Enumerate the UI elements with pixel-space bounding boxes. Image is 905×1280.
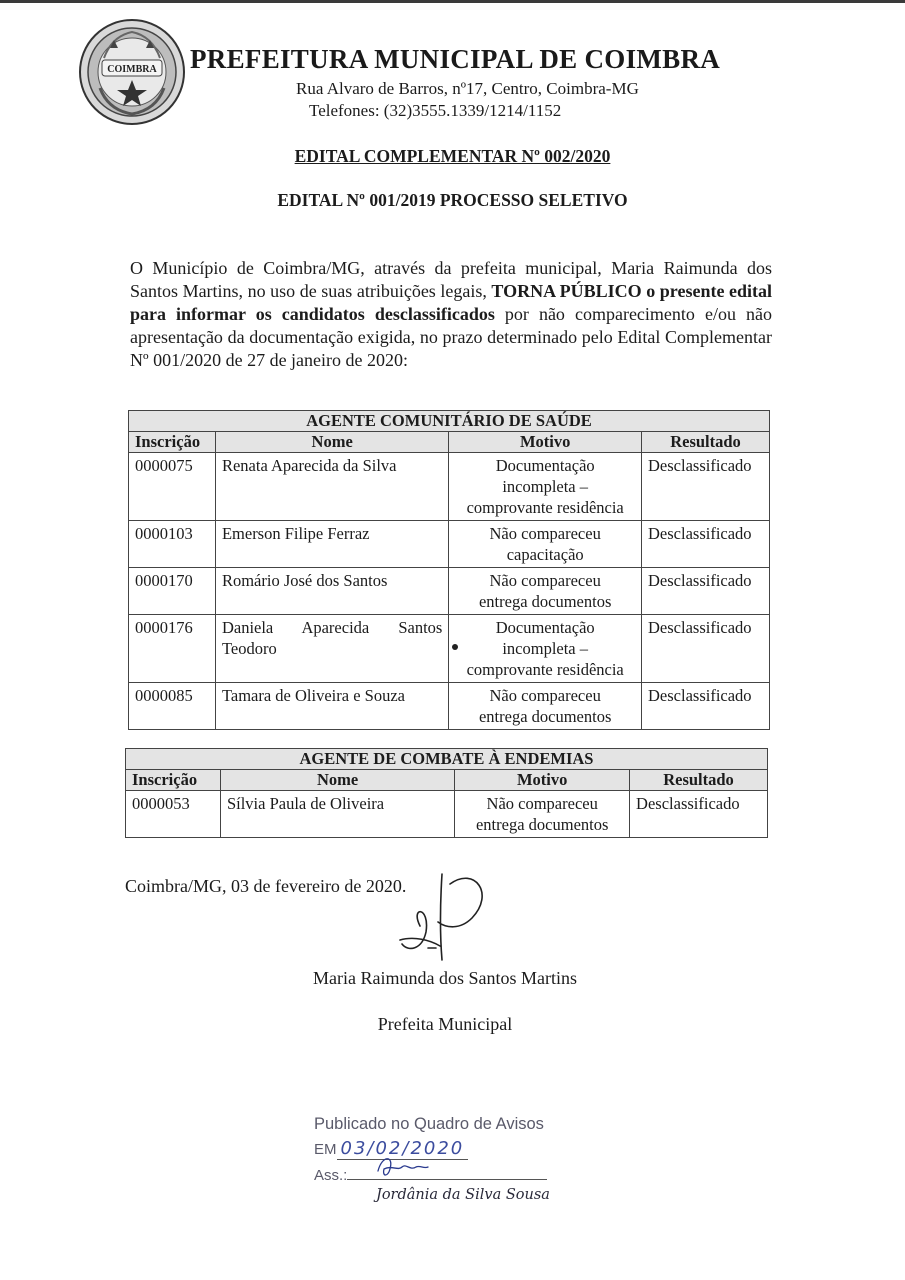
org-name: PREFEITURA MUNICIPAL DE COIMBRA (190, 44, 721, 74)
motivo-line: incompleta – (502, 477, 589, 496)
cell-inscricao: 0000053 (126, 791, 221, 838)
motivo-line: incompleta – (502, 639, 589, 658)
motivo-line: Documentação (495, 618, 595, 637)
nome-line: Teodoro (221, 639, 277, 658)
cell-resultado: Desclassificado (642, 453, 770, 521)
intro-text-bold: TORNA PÚBLICO o presente edital para informar os candidatos desclassificados (130, 281, 772, 324)
motivo-line: Não compareceu (489, 686, 601, 705)
cell-nome: Emerson Filipe Ferraz (215, 521, 448, 568)
motivo-line: entrega documentos (478, 592, 612, 611)
col-header-nome: Nome (220, 770, 454, 791)
cell-resultado: Desclassificado (642, 568, 770, 615)
stamp-em-label: EM (314, 1141, 337, 1158)
col-header-motivo: Motivo (449, 432, 642, 453)
col-header-resultado: Resultado (630, 770, 768, 791)
ink-dot-mark (452, 644, 458, 650)
col-header-motivo: Motivo (455, 770, 630, 791)
stamp-ass-label: Ass.: (314, 1167, 348, 1184)
cell-motivo (449, 521, 642, 568)
cell-resultado: Desclassificado (642, 683, 770, 730)
cell-nome: Romário José dos Santos (215, 568, 448, 615)
org-phones: Telefones: (32)3555.1339/1214/1152 (309, 101, 562, 120)
motivo-line: comprovante residência (466, 660, 624, 679)
motivo-line: Não compareceu (486, 794, 598, 813)
intro-text-1: O Município de Coimbra/MG, através da prefeita municipal, Maria Raimunda dos Santos Martins, no uso de suas atribuições legais, (130, 258, 772, 301)
cell-inscricao: 0000085 (129, 683, 216, 730)
table-caption: AGENTE DE COMBATE À ENDEMIAS (126, 749, 768, 770)
motivo-line: Não compareceu (489, 524, 601, 543)
motivo-line: Não compareceu (489, 571, 601, 590)
table-agente-comunitario (128, 410, 770, 730)
table-agente-endemias (125, 748, 768, 838)
col-header-inscricao: Inscrição (126, 770, 221, 791)
table-row (126, 791, 768, 838)
intro-paragraph (130, 257, 772, 372)
cell-motivo (449, 453, 642, 521)
table-row (129, 453, 770, 521)
cell-nome: Sílvia Paula de Oliveira (220, 791, 454, 838)
motivo-line: entrega documentos (475, 815, 609, 834)
stamp-signature-line (314, 1167, 574, 1203)
motivo-line: Documentação (495, 456, 595, 475)
table-row (129, 615, 770, 683)
municipal-seal-icon (78, 18, 186, 126)
stamp-name: Jordânia da Silva Sousa (376, 1187, 550, 1203)
motivo-line: comprovante residência (466, 498, 624, 517)
signer-name: Maria Raimunda dos Santos Martins (313, 968, 577, 988)
cell-nome (215, 615, 448, 683)
cell-motivo (449, 568, 642, 615)
motivo-line: capacitação (506, 545, 584, 564)
col-header-inscricao: Inscrição (129, 432, 216, 453)
stamp-date: 03/02/2020 (337, 1138, 469, 1160)
col-header-resultado: Resultado (642, 432, 770, 453)
motivo-line: entrega documentos (478, 707, 612, 726)
signature-icon (380, 866, 500, 966)
nome-line: Daniela Aparecida Santos (221, 618, 443, 637)
cell-motivo (449, 615, 642, 683)
cell-resultado: Desclassificado (630, 791, 768, 838)
table-caption: AGENTE COMUNITÁRIO DE SAÚDE (129, 411, 770, 432)
org-address: Rua Alvaro de Barros, nº17, Centro, Coimbra-MG (296, 79, 639, 98)
document-title: EDITAL COMPLEMENTAR Nº 002/2020 (294, 146, 611, 166)
table-row (129, 568, 770, 615)
seal-text: COIMBRA (107, 64, 157, 75)
cell-inscricao: 0000176 (129, 615, 216, 683)
cell-nome: Renata Aparecida da Silva (215, 453, 448, 521)
signer-role: Prefeita Municipal (377, 1014, 513, 1034)
stamp-title: Publicado no Quadro de Avisos (314, 1115, 544, 1133)
page-top-border (0, 0, 905, 3)
table-row (129, 683, 770, 730)
table-row (129, 521, 770, 568)
cell-resultado: Desclassificado (642, 615, 770, 683)
cell-nome: Tamara de Oliveira e Souza (215, 683, 448, 730)
place-date: Coimbra/MG, 03 de fevereiro de 2020. (125, 876, 407, 896)
cell-inscricao: 0000103 (129, 521, 216, 568)
intro-text-2: por não comparecimento e/ou não apresentação da documentação exigida, no prazo determinado pelo Edital Complementar Nº 001/2020 de 27 de janeiro de 2020: (130, 304, 772, 370)
cell-motivo (449, 683, 642, 730)
stamp-signature-icon (372, 1151, 462, 1181)
cell-motivo (455, 791, 630, 838)
cell-inscricao: 0000170 (129, 568, 216, 615)
cell-inscricao: 0000075 (129, 453, 216, 521)
document-subtitle: EDITAL Nº 001/2019 PROCESSO SELETIVO (277, 190, 628, 210)
col-header-nome: Nome (215, 432, 448, 453)
publication-stamp (314, 1115, 574, 1203)
cell-resultado: Desclassificado (642, 521, 770, 568)
